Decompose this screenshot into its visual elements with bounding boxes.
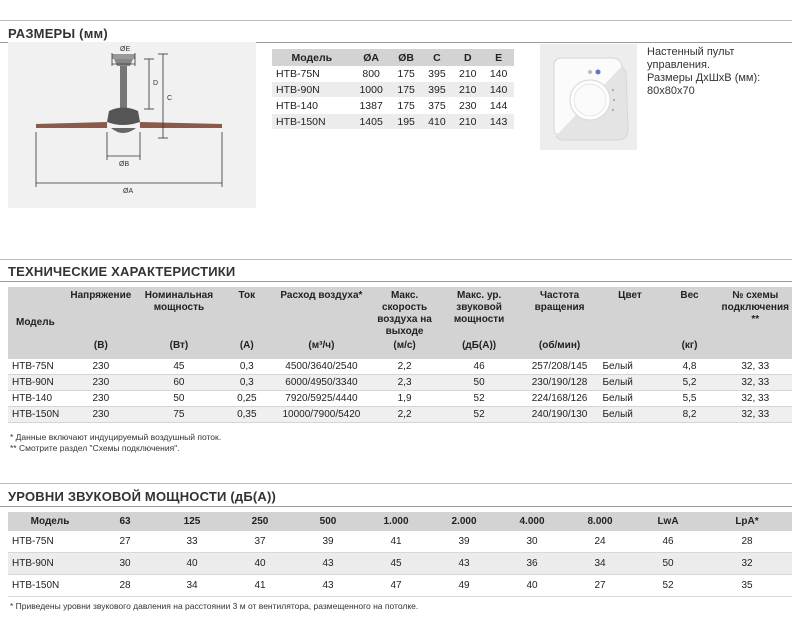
tech-header-weight xyxy=(661,287,719,359)
cell: 257/208/145 xyxy=(520,359,600,375)
header-lpa: LpA* xyxy=(702,512,792,531)
cell: 1000 xyxy=(352,82,391,98)
cell-model: HTB-90N xyxy=(8,553,92,575)
tech-header-sound-power xyxy=(439,287,520,359)
cell: 36 xyxy=(498,553,566,575)
cell: 41 xyxy=(362,531,430,553)
cell: 39 xyxy=(294,531,362,553)
downrod xyxy=(120,66,127,111)
brand-logo-icon xyxy=(596,70,601,75)
remote-desc-line: управления. xyxy=(647,59,711,71)
header-label: Номинальная мощность xyxy=(144,290,214,313)
header-label: Модель xyxy=(16,317,55,328)
header-d: D xyxy=(452,49,483,66)
section-divider xyxy=(0,483,792,484)
cell: 32, 33 xyxy=(719,391,792,407)
table-row xyxy=(8,575,792,597)
cell: 0,3 xyxy=(221,359,272,375)
sound-power-table xyxy=(8,512,792,597)
cell: 175 xyxy=(391,82,422,98)
cell: 1,9 xyxy=(371,391,439,407)
cell: 224/168/126 xyxy=(520,391,600,407)
cell: 27 xyxy=(92,531,158,553)
cell: 28 xyxy=(92,575,158,597)
tech-title: ТЕХНИЧЕСКИЕ ХАРАКТЕРИСТИКИ xyxy=(8,264,236,279)
header-label: Макс. скорость воздуха на выходе xyxy=(377,290,432,337)
cell: 34 xyxy=(158,575,226,597)
cell-model: HTB-150N xyxy=(8,407,65,423)
cell: 47 xyxy=(362,575,430,597)
header-freq: 8.000 xyxy=(566,512,634,531)
cell: 2,3 xyxy=(371,375,439,391)
remote-control-drawing xyxy=(540,44,637,150)
header-unit: (кг) xyxy=(681,340,698,351)
mount-canopy xyxy=(114,59,133,66)
cell: 143 xyxy=(483,114,514,130)
label-e: ØE xyxy=(120,46,131,53)
remote-desc-line: 80x80x70 xyxy=(647,85,695,97)
cell: 230 xyxy=(65,375,136,391)
header-freq: 4.000 xyxy=(498,512,566,531)
cell-model: HTB-75N xyxy=(8,359,65,375)
header-freq: 1.000 xyxy=(362,512,430,531)
tech-header-current xyxy=(221,287,272,359)
label-c: C xyxy=(167,95,173,102)
sound-note: * Приведены уровни звукового давления на расстоянии 3 м от вентилятора, размещенного на потолке. xyxy=(10,601,419,611)
header-label: Цвет xyxy=(618,290,642,301)
cell-model: HTB-150N xyxy=(272,114,352,130)
cell: 144 xyxy=(483,98,514,114)
cell: 34 xyxy=(566,553,634,575)
footnote: ** Смотрите раздел "Схемы подключения". xyxy=(10,443,180,453)
cell-color: Белый xyxy=(599,391,660,407)
cell-model: HTB-90N xyxy=(272,82,352,98)
cell: 30 xyxy=(498,531,566,553)
header-freq: 500 xyxy=(294,512,362,531)
cell: 230/190/128 xyxy=(520,375,600,391)
motor-housing xyxy=(107,108,140,126)
cell: 50 xyxy=(137,391,222,407)
cell: 4500/3640/2540 xyxy=(272,359,370,375)
blade-right xyxy=(140,122,222,128)
cell: 375 xyxy=(422,98,453,114)
section-divider xyxy=(0,259,792,260)
cell-color: Белый xyxy=(599,375,660,391)
cell: 32, 33 xyxy=(719,407,792,423)
cell: 50 xyxy=(634,553,702,575)
cell: 0,25 xyxy=(221,391,272,407)
cell: 210 xyxy=(452,82,483,98)
header-freq: 63 xyxy=(92,512,158,531)
header-freq: 2.000 xyxy=(430,512,498,531)
cell: 40 xyxy=(158,553,226,575)
cell-color: Белый xyxy=(599,407,660,423)
cell: 230 xyxy=(452,98,483,114)
cell: 32 xyxy=(702,553,792,575)
cell: 240/190/130 xyxy=(520,407,600,423)
section-divider xyxy=(0,506,792,507)
header-label: Макс. ур. звуковой мощности xyxy=(453,290,505,325)
tech-notes xyxy=(10,432,221,454)
header-label: Ток xyxy=(238,290,256,301)
remote-desc-line: Настенный пульт xyxy=(647,46,735,58)
cell: 5,5 xyxy=(661,391,719,407)
table-row xyxy=(8,531,792,553)
cell: 37 xyxy=(226,531,294,553)
table-row xyxy=(272,98,514,114)
cell: 5,2 xyxy=(661,375,719,391)
cell: 195 xyxy=(391,114,422,130)
sound-header-row xyxy=(8,512,792,531)
cell: 43 xyxy=(430,553,498,575)
cell-model: HTB-75N xyxy=(8,531,92,553)
table-row xyxy=(272,82,514,98)
cell-model: HTB-140 xyxy=(272,98,352,114)
cell: 230 xyxy=(65,391,136,407)
cell: 49 xyxy=(430,575,498,597)
label-d: D xyxy=(153,80,159,87)
cell: 46 xyxy=(439,359,520,375)
cell: 140 xyxy=(483,66,514,82)
cell-model: HTB-90N xyxy=(8,375,65,391)
header-unit: (Вт) xyxy=(169,340,189,351)
header-label: Частота вращения xyxy=(534,290,585,313)
table-row xyxy=(272,66,514,82)
cell-model: HTB-150N xyxy=(8,575,92,597)
header-a: ØA xyxy=(352,49,391,66)
dimensions-title: РАЗМЕРЫ (мм) xyxy=(8,26,108,41)
header-label: Расход воздуха* xyxy=(280,290,363,301)
cell: 410 xyxy=(422,114,453,130)
cell: 52 xyxy=(439,407,520,423)
cell: 43 xyxy=(294,553,362,575)
cell: 60 xyxy=(137,375,222,391)
cell: 2,2 xyxy=(371,359,439,375)
header-freq: 125 xyxy=(158,512,226,531)
tech-specs-table xyxy=(8,287,792,423)
cell: 46 xyxy=(634,531,702,553)
header-b: ØB xyxy=(391,49,422,66)
cell: 4,8 xyxy=(661,359,719,375)
cell: 0,35 xyxy=(221,407,272,423)
blade-left xyxy=(36,122,107,128)
cell: 395 xyxy=(422,66,453,82)
table-row xyxy=(8,391,792,407)
tech-header-airflow xyxy=(272,287,370,359)
cell: 1387 xyxy=(352,98,391,114)
tech-header-row xyxy=(8,287,792,359)
cell: 800 xyxy=(352,66,391,82)
section-divider xyxy=(0,281,792,282)
cell: 210 xyxy=(452,114,483,130)
table-row xyxy=(8,553,792,575)
cell: 75 xyxy=(137,407,222,423)
cell: 32, 33 xyxy=(719,375,792,391)
cell: 43 xyxy=(294,575,362,597)
fan-drawing xyxy=(8,42,256,208)
cell: 28 xyxy=(702,531,792,553)
cell: 140 xyxy=(483,82,514,98)
cell: 230 xyxy=(65,407,136,423)
header-lwa: LwA xyxy=(634,512,702,531)
cell: 40 xyxy=(226,553,294,575)
cell-color: Белый xyxy=(599,359,660,375)
cell: 32, 33 xyxy=(719,359,792,375)
remote-description xyxy=(647,46,797,98)
cell: 2,2 xyxy=(371,407,439,423)
cell: 45 xyxy=(362,553,430,575)
cell: 0,3 xyxy=(221,375,272,391)
cell: 24 xyxy=(566,531,634,553)
tech-header-model xyxy=(8,287,65,359)
cell: 6000/4950/3340 xyxy=(272,375,370,391)
header-model: Модель xyxy=(8,512,92,531)
cell: 39 xyxy=(430,531,498,553)
label-b: ØB xyxy=(119,161,130,168)
cell-model: HTB-140 xyxy=(8,391,65,407)
cell: 1405 xyxy=(352,114,391,130)
cell: 175 xyxy=(391,98,422,114)
cell-model: HTB-75N xyxy=(272,66,352,82)
dimensions-table xyxy=(272,49,514,130)
table-row xyxy=(8,407,792,423)
cell: 50 xyxy=(439,375,520,391)
tech-header-voltage xyxy=(65,287,136,359)
cell: 395 xyxy=(422,82,453,98)
header-e: E xyxy=(483,49,514,66)
cell: 8,2 xyxy=(661,407,719,423)
tech-header-color xyxy=(599,287,660,359)
label-a: ØA xyxy=(123,188,134,195)
header-model: Модель xyxy=(272,49,352,66)
cell: 45 xyxy=(137,359,222,375)
tech-header-rpm xyxy=(520,287,600,359)
footnote: * Данные включают индуцируемый воздушный поток. xyxy=(10,432,222,442)
table-row xyxy=(272,114,514,130)
header-unit: (об/мин) xyxy=(538,340,581,351)
header-c: C xyxy=(422,49,453,66)
section-divider xyxy=(0,20,792,21)
cell: 33 xyxy=(158,531,226,553)
cell: 27 xyxy=(566,575,634,597)
cell: 7920/5925/4440 xyxy=(272,391,370,407)
header-unit: (дБ(А)) xyxy=(462,340,497,351)
cell: 52 xyxy=(634,575,702,597)
cell: 230 xyxy=(65,359,136,375)
header-unit: (м³/ч) xyxy=(308,340,335,351)
table-row xyxy=(8,375,792,391)
header-freq: 250 xyxy=(226,512,294,531)
table-row xyxy=(8,359,792,375)
cell: 30 xyxy=(92,553,158,575)
header-unit: (м/с) xyxy=(393,340,416,351)
header-unit: (В) xyxy=(93,340,108,351)
header-unit: (А) xyxy=(239,340,254,351)
header-label: Вес xyxy=(680,290,699,301)
cell: 40 xyxy=(498,575,566,597)
tech-header-power xyxy=(137,287,222,359)
dimensions-header-row xyxy=(272,49,514,66)
fan-diagram xyxy=(8,42,256,208)
tech-header-air-speed xyxy=(371,287,439,359)
cell: 210 xyxy=(452,66,483,82)
cell: 10000/7900/5420 xyxy=(272,407,370,423)
sound-title: УРОВНИ ЗВУКОВОЙ МОЩНОСТИ (дБ(А)) xyxy=(8,489,277,504)
cell: 41 xyxy=(226,575,294,597)
header-label: № схемы подключения ** xyxy=(721,290,789,325)
cell: 175 xyxy=(391,66,422,82)
cell: 52 xyxy=(439,391,520,407)
ceiling-mount xyxy=(112,54,135,59)
motor-bottom xyxy=(111,128,136,133)
header-label: Напряжение xyxy=(70,290,132,301)
remote-desc-line: Размеры ДхШхВ (мм): xyxy=(647,72,761,84)
cell: 35 xyxy=(702,575,792,597)
tech-header-wiring xyxy=(719,287,792,359)
remote-image-panel xyxy=(540,44,637,150)
